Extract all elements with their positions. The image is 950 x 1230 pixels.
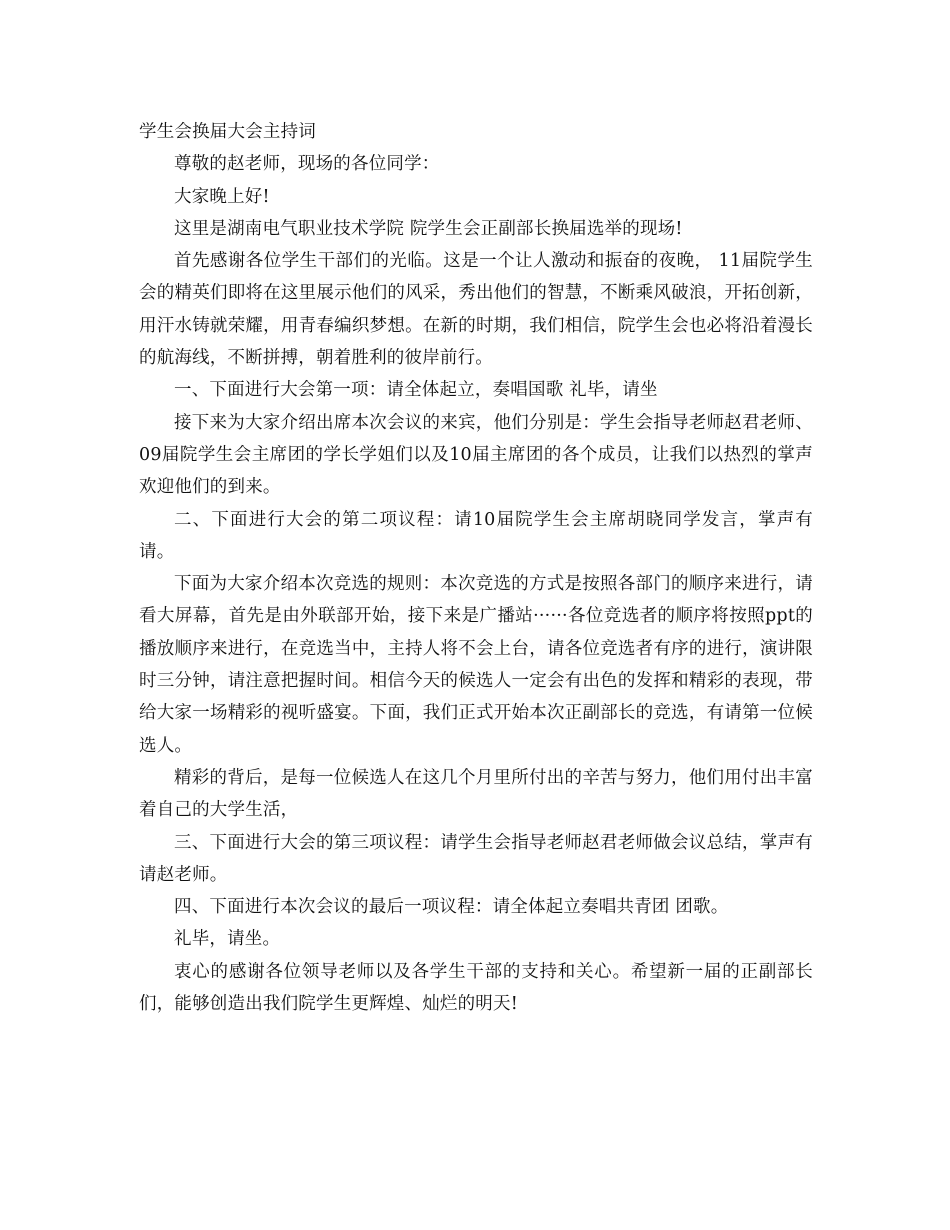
document-body [139, 116, 813, 1020]
paragraph-closing-thanks: 衷心的感谢各位领导老师以及各学生干部的支持和关心。希望新一届的正副部长们，能够创造出我们院学生更辉煌、灿烂的明天! [139, 961, 813, 1015]
paragraph-opening-thanks: 首先感谢各位学生干部们的光临。这是一个让人激动和振奋的夜晚， 11届院学生会的精英们即将在这里展示他们的风采，秀出他们的智慧，不断乘风破浪，开拓创新，用汗水铸就荣耀，用青春编织梦想。在新的时期，我们相信，院学生会也必将沿着漫长的航海线，不断拼搏，朝着胜利的彼岸前行。 [139, 251, 813, 369]
document-title: 学生会换届大会主持词 [139, 122, 316, 142]
paragraph-be-seated: 礼毕，请坐。 [174, 929, 281, 950]
paragraph-guest-introduction: 接下来为大家介绍出席本次会议的来宾，他们分别是：学生会指导老师赵君老师、09届院学生会主席团的学长学姐们以及10届主席团的各个成员，让我们以热烈的掌声欢迎他们的到来。 [139, 412, 813, 498]
paragraph-election-rules: 下面为大家介绍本次竞选的规则：本次竞选的方式是按照各部门的顺序来进行，请看大屏幕，首先是由外联部开始，接下来是广播站······各位竞选者的顺序将按照ppt的播放顺序来进行，在竞选当中，主持人将不会上台，请各位竞选者有序的进行，演讲限时三分钟，请注意把握时间。相信今天的候选人一定会有出色的发挥和精彩的表现，带给大家一场精彩的视听盛宴。下面，我们正式开始本次正副部长的竞选，有请第一位候选人。 [139, 574, 813, 756]
paragraph-good-evening: 大家晚上好! [174, 186, 270, 207]
paragraph-agenda-item-3: 三、下面进行大会的第三项议程：请学生会指导老师赵君老师做会议总结，掌声有请赵老师。 [139, 832, 813, 885]
paragraph-greeting: 尊敬的赵老师，现场的各位同学： [174, 154, 440, 175]
paragraph-agenda-item-4: 四、下面进行本次会议的最后一项议程：请全体起立奏唱共青团 团歌。 [174, 897, 729, 918]
paragraph-agenda-item-2: 二、下面进行大会的第二项议程：请10届院学生会主席胡晓同学发言，掌声有请。 [139, 509, 813, 562]
paragraph-venue: 这里是湖南电气职业技术学院 院学生会正副部长换届选举的现场! [174, 218, 683, 239]
paragraph-candidates-effort: 精彩的背后，是每一位候选人在这几个月里所付出的辛苦与努力，他们用付出丰富着自己的大学生活， [139, 767, 813, 821]
paragraph-agenda-item-1: 一、下面进行大会第一项：请全体起立，奏唱国歌 礼毕，请坐 [174, 380, 658, 401]
